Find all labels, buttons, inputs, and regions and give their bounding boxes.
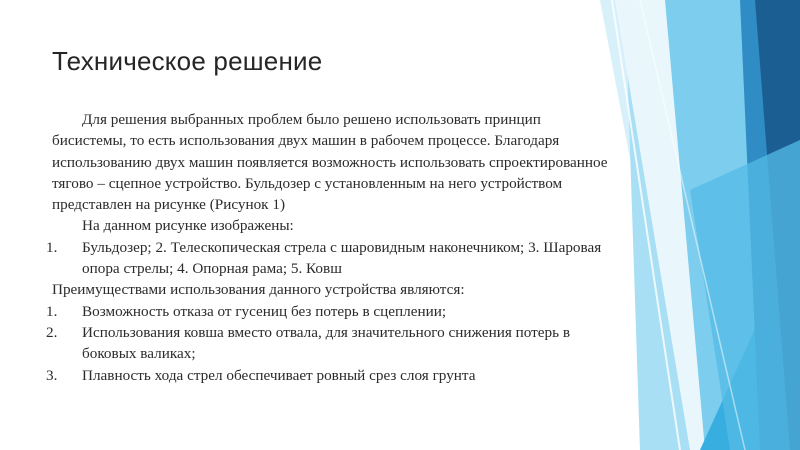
list-text: Возможность отказа от гусениц без потерь в сцеплении; [82, 302, 447, 320]
list-text: Бульдозер; 2. Телескопическая стрела с шаровидным наконечником; 3. Шаровая опора стрелы; 4. Опорная рама; 5. Ковш [82, 238, 602, 278]
list-number: 2. [46, 323, 58, 341]
list-text: Плавность хода стрел обеспечивает ровный срез слоя грунта [82, 366, 476, 384]
list-number: 1. [46, 238, 58, 256]
advantages-heading: Преимуществами использования данного устройства являются: [52, 281, 465, 299]
list-item [46, 237, 612, 280]
figure-items-list [46, 237, 612, 280]
slide-title: Техническое решение [52, 46, 323, 76]
list-item [46, 301, 612, 322]
figure-caption: На данном рисунке изображены: [82, 217, 294, 235]
list-number: 1. [46, 302, 58, 320]
slide-body [46, 109, 612, 386]
list-item [46, 365, 612, 386]
intro-paragraph: Для решения выбранных проблем было решено использовать принцип бисистемы, то есть использования двух машин в рабочем процессе. Благодаря использованию двух машин появляется возможность использовать спроектированное тягово – сцепное устройство. Бульдозер с установленным на него устройством представлен на рисунке (Рисунок 1) [52, 111, 608, 214]
list-text: Использования ковша вместо отвала, для значительного снижения потерь в боковых валиках; [82, 323, 571, 363]
advantages-list [46, 301, 612, 386]
list-item [46, 322, 612, 365]
list-number: 3. [46, 366, 58, 384]
